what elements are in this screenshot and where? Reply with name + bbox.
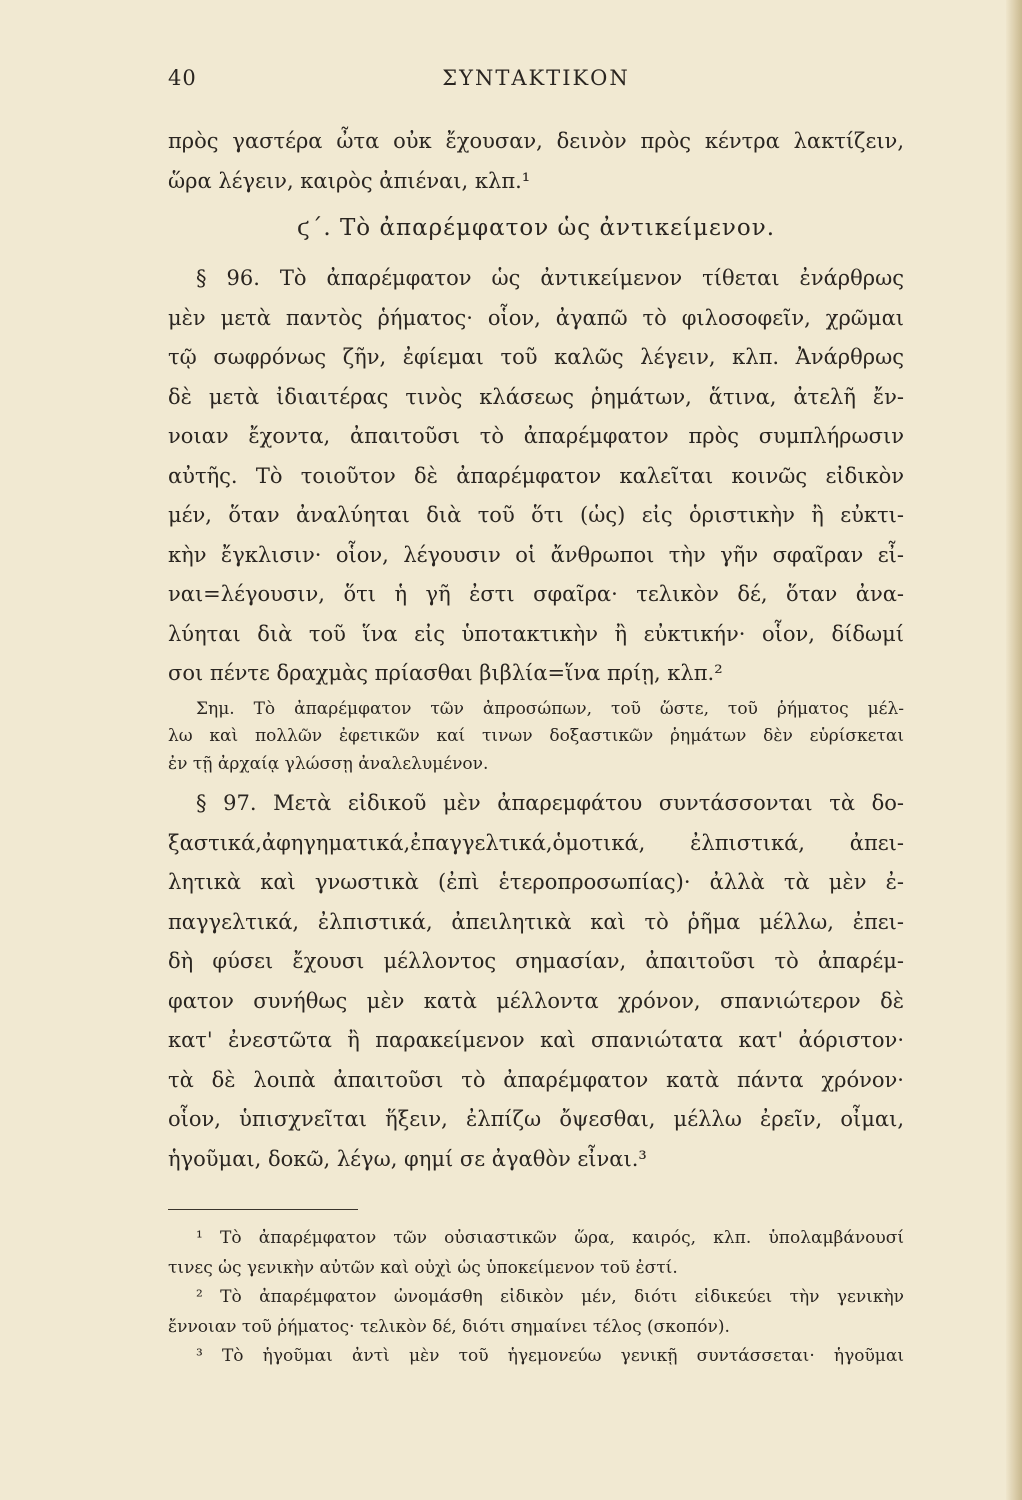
running-title: ΣΥΝΤΑΚΤΙΚΟΝ xyxy=(442,66,630,90)
text-line: κὴν ἔγκλισιν· οἷον, λέγουσιν οἱ ἄνθρωποι τὴν γῆν σφαῖραν εἶ- xyxy=(168,542,904,567)
paragraph-96 xyxy=(168,259,904,694)
text-line: ἡγοῦμαι, δοκῶ, λέγω, φημί σε ἀγαθὸν εἶναι.³ xyxy=(168,1146,647,1171)
footnote-line: ¹ Τὸ ἀπαρέμφατον τῶν οὐσιαστικῶν ὥρα, καιρός, κλπ. ὑπολαμβάνουσί xyxy=(196,1228,904,1248)
text-line: ἐν τῇ ἀρχαίᾳ γλώσσῃ ἀναλελυμένον. xyxy=(168,753,489,774)
footnote-line: ³ Τὸ ἡγοῦμαι ἀντὶ μὲν τοῦ ἡγεμονεύω γενικῇ συντάσσεται· ἡγοῦμαι xyxy=(196,1346,904,1366)
text-line: δὴ φύσει ἔχουσι μέλλοντος σημασίαν, ἀπαιτοῦσι τὸ ἀπαρέμ- xyxy=(168,949,904,973)
footnote-line: ² Τὸ ἀπαρέμφατον ὠνομάσθη εἰδικὸν μέν, διότι εἰδικεύει τὴν γενικὴν xyxy=(196,1287,904,1307)
text-line: νοιαν ἔχοντα, ἀπαιτοῦσι τὸ ἀπαρέμφατον πρὸς συμπλήρωσιν xyxy=(168,424,904,448)
footnote-line: ἔννοιαν τοῦ ῥήματος· τελικὸν δέ, διότι σημαίνει τέλος (σκοπόν). xyxy=(168,1316,730,1337)
text-line: § 96. Τὸ ἀπαρέμφατον ὡς ἀντικείμενον τίθεται ἐνάρθρως xyxy=(196,266,904,290)
footnotes xyxy=(168,1224,904,1372)
page-header xyxy=(168,66,904,96)
text-line: ναι=λέγουσιν, ὅτι ἡ γῆ ἐστι σφαῖρα· τελικὸν δέ, ὅταν ἀνα- xyxy=(168,582,904,606)
text-line: λω καὶ πολλῶν ἐφετικῶν καί τινων δοξαστικῶν ῥημάτων δὲν εὑρίσκεται xyxy=(168,726,904,746)
text-line: Σημ. Τὸ ἀπαρέμφατον τῶν ἀπροσώπων, τοῦ ὥστε, τοῦ ῥήματος μέλ- xyxy=(196,698,904,719)
text-line: δὲ μετὰ ἰδιαιτέρας τινὸς κλάσεως ῥημάτων, ἅτινα, ἀτελῆ ἔν- xyxy=(168,384,904,409)
text-line: λητικὰ καὶ γνωστικὰ (ἐπὶ ἑτεροπροσωπίας)· ἀλλὰ τὰ μὲν ἐ- xyxy=(168,870,904,894)
text-line: κατ' ἐνεστῶτα ἢ παρακείμενον καὶ σπανιώτατα κατ' ἀόριστον· xyxy=(168,1028,904,1052)
footnote-line: τινες ὡς γενικὴν αὐτῶν καὶ οὐχὶ ὡς ὑποκείμενον τοῦ ἐστί. xyxy=(168,1257,678,1278)
section-heading: ϛ΄. Τὸ ἀπαρέμφατον ὡς ἀντικείμενον. xyxy=(296,215,776,241)
text-line: σοι πέντε δραχμὰς πρίασθαι βιβλία=ἵνα πρίῃ, κλπ.² xyxy=(168,661,723,685)
text-line: μέν, ὅταν ἀναλύηται διὰ τοῦ ὅτι (ὡς) εἰς ὁριστικὴν ἢ εὐκτι- xyxy=(168,503,904,527)
text-line: λύηται διὰ τοῦ ἵνα εἰς ὑποτακτικὴν ἢ εὐκτικήν· οἷον, δίδωμί xyxy=(168,621,904,646)
text-line: μὲν μετὰ παντὸς ῥήματος· οἷον, ἀγαπῶ τὸ φιλοσοφεῖν, χρῶμαι xyxy=(168,305,904,330)
text-line: ξαστικά,ἀφηγηματικά,ἐπαγγελτικά,ὁμοτικά, ἐλπιστικά, ἀπει- xyxy=(168,830,904,855)
page-edge xyxy=(1006,0,1022,1500)
text-line: τῷ σωφρόνως ζῆν, ἐφίεμαι τοῦ καλῶς λέγειν, κλπ. Ἀνάρθρως xyxy=(168,345,904,369)
text-line: αὐτῆς. Τὸ τοιοῦτον δὲ ἀπαρέμφατον καλεῖται κοινῶς εἰδικὸν xyxy=(168,463,904,488)
text-line: φατον συνήθως μὲν κατὰ μέλλοντα χρόνον, σπανιώτερον δὲ xyxy=(168,988,904,1013)
text-line: παγγελτικά, ἐλπιστικά, ἀπειλητικὰ καὶ τὸ ῥῆμα μέλλω, ἐπει- xyxy=(168,909,904,934)
text-line: οἷον, ὑπισχνεῖται ἥξειν, ἐλπίζω ὄψεσθαι, μέλλω ἐρεῖν, οἶμαι, xyxy=(168,1107,904,1131)
text-line: ὥρα λέγειν, καιρὸς ἀπιέναι, κλπ.¹ xyxy=(168,168,531,193)
text-line: τὰ δὲ λοιπὰ ἀπαιτοῦσι τὸ ἀπαρέμφατον κατὰ πάντα χρόνον· xyxy=(168,1067,904,1092)
page-body xyxy=(168,122,904,1372)
page-number: 40 xyxy=(168,66,197,90)
remark-note xyxy=(168,696,904,779)
text-line: § 97. Μετὰ εἰδικοῦ μὲν ἀπαρεμφάτου συντάσσονται τὰ δο- xyxy=(196,791,904,815)
text-line: πρὸς γαστέρα ὦτα οὐκ ἔχουσαν, δεινὸν πρὸς κέντρα λακτίζειν, xyxy=(168,129,904,153)
paragraph-97 xyxy=(168,784,904,1179)
intro-paragraph xyxy=(168,122,904,201)
footnote-divider xyxy=(168,1209,358,1210)
